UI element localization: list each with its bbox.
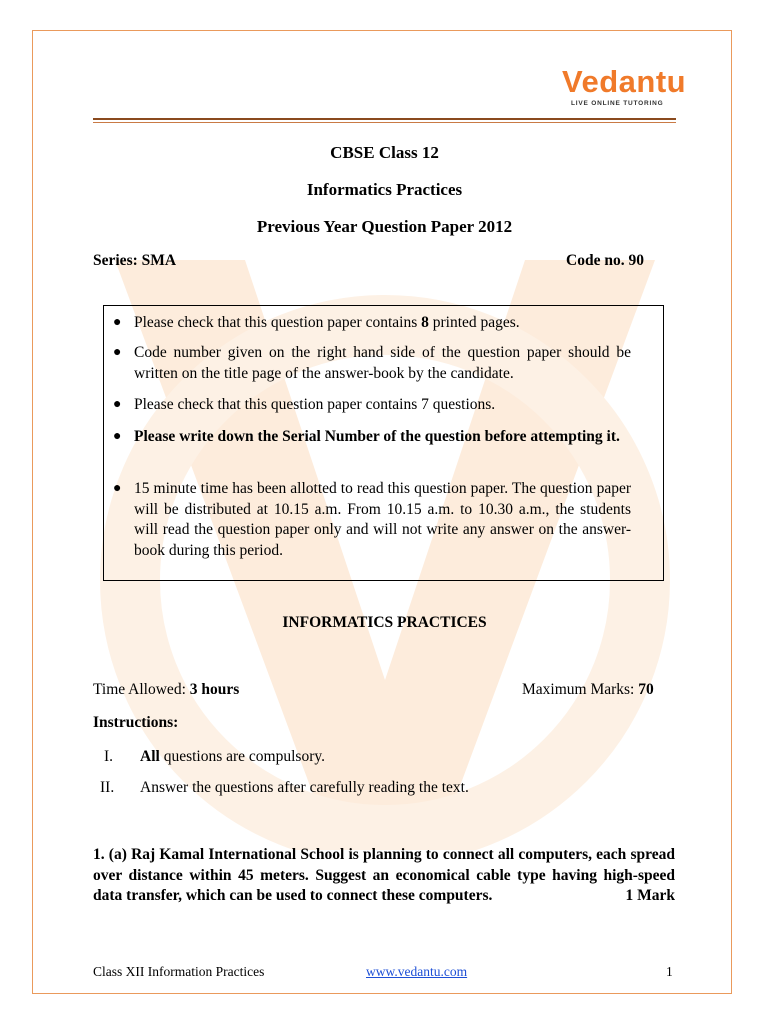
instruction-number: I.: [104, 748, 114, 765]
series-label: Series: SMA: [93, 252, 177, 269]
header-rule-thin: [93, 122, 676, 123]
footer-title: Class XII Information Practices: [93, 964, 265, 979]
bullet-icon: ●: [113, 429, 122, 444]
subject-heading: INFORMATICS PRACTICES: [282, 614, 487, 631]
logo-wordmark: Vedantu: [562, 64, 687, 99]
time-allowed: Time Allowed: 3 hours: [93, 681, 240, 698]
box-item-4: Please write down the Serial Number of the question before attempting it.: [134, 428, 620, 445]
code-number: Code no. 90: [566, 252, 644, 269]
question-1a-text: 1. (a) Raj Kamal International School is planning to connect all computers, each spread over distance within 45 meters. Suggest an economical cable type having high-speed data transfer, which can be used to connect these computers.: [93, 846, 675, 905]
page-number: 1: [666, 964, 673, 979]
question-1a-marks: 1 Mark: [625, 887, 675, 905]
title-subject: Informatics Practices: [306, 180, 463, 199]
instructions-heading: Instructions:: [93, 714, 179, 731]
vedantu-logo: [562, 64, 687, 112]
logo-tagline: LIVE ONLINE TUTORING: [571, 100, 664, 107]
footer-website-link[interactable]: www.vedantu.com: [366, 964, 468, 979]
bullet-icon: ●: [113, 345, 122, 360]
box-item-5: 15 minute time has been allotted to read this question paper. The question paper will be distributed at 10.15 a.m. From 10.15 a.m. to 10.30 a.m., the students will read the question paper only and will not write any answer on the answer-book during this period.: [134, 480, 631, 559]
instruction-item: All questions are compulsory.: [140, 748, 325, 765]
title-class: CBSE Class 12: [330, 143, 439, 162]
bullet-icon: ●: [113, 397, 122, 412]
question-1a: [93, 845, 675, 907]
box-item-2: Code number given on the right hand side of the question paper should be written on the title page of the answer-book by the candidate.: [134, 344, 631, 382]
maximum-marks: Maximum Marks: 70: [522, 681, 654, 698]
box-item-3: Please check that this question paper contains 7 questions.: [134, 396, 496, 413]
header-rule: [93, 118, 676, 120]
bullet-icon: ●: [113, 315, 122, 330]
instruction-item: Answer the questions after carefully reading the text.: [140, 779, 469, 796]
box-item-1: Please check that this question paper contains 8 printed pages.: [134, 314, 520, 331]
title-paper: Previous Year Question Paper 2012: [256, 217, 513, 236]
instruction-number: II.: [100, 779, 115, 796]
bullet-icon: ●: [113, 481, 122, 496]
